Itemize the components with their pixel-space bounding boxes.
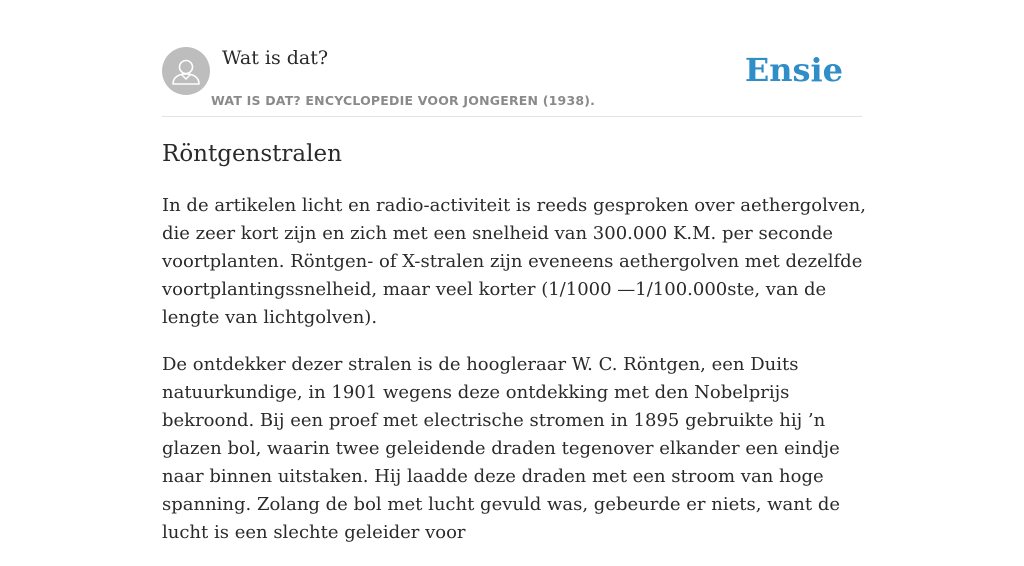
source-title[interactable]: Wat is dat? [222,47,329,69]
source-subtitle[interactable]: WAT IS DAT? ENCYCLOPEDIE VOOR JONGEREN (1938). [211,93,596,108]
source-avatar[interactable] [162,47,210,95]
article-paragraph: In de artikelen licht en radio-activiteit is reeds gesproken over aethergolven, die zeer kort zijn en zich met een snelheid van 300.000 K.M. per seconde voortplanten. Röntgen- of X-stralen zijn eveneens aethergolven met dezelfde voortplantingssnelheid, maar veel korter (1/1000 —1/100.000ste, van de lengte van lichtgolven). [162,195,866,328]
article-title: Röntgenstralen [162,141,342,167]
article-body [162,192,866,566]
user-icon [162,47,210,95]
source-header [162,46,862,117]
article-paragraph: De ontdekker dezer stralen is de hoogleraar W. C. Röntgen, een Duits natuurkundige, in 1901 wegens deze ontdekking met den Nobelprijs bekroond. Bij een proef met electrische stromen in 1895 gebruikte hij ’n glazen bol, waarin twee geleidende draden tegenover elkander een eindje naar binnen uitstaken. Hij laadde deze draden met een stroom van hoge spanning. Zolang de bol met lucht gevuld was, gebeurde er niets, want de lucht is een slechte geleider voor [162,354,841,543]
ensie-logo[interactable]: Ensie [744,51,843,89]
